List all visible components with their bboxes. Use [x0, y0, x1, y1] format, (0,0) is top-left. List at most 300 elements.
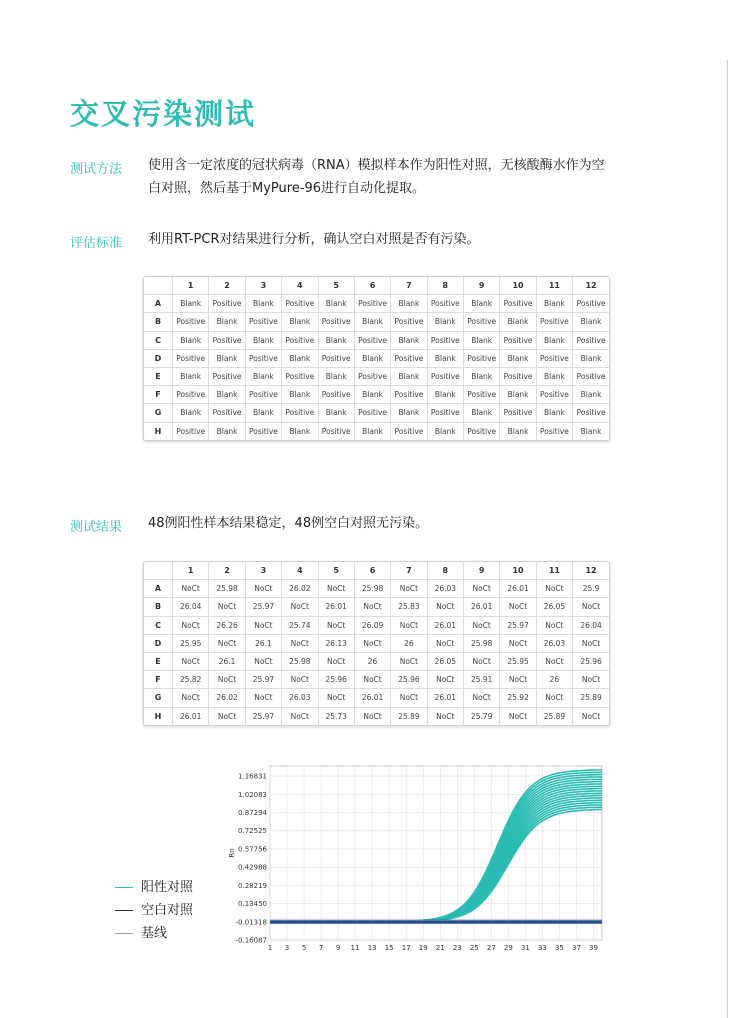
legend-label-positive: 阳性对照	[141, 880, 194, 895]
result-plate-row-header: E	[144, 652, 173, 670]
result-plate-row	[144, 580, 609, 598]
x-tick-label: 25	[469, 944, 479, 952]
layout-plate-cell: Positive	[500, 367, 536, 385]
layout-plate-row	[144, 422, 609, 440]
layout-plate-cell: Positive	[573, 367, 609, 385]
layout-plate-corner-cell	[144, 277, 173, 295]
result-plate-cell: NoCt	[464, 689, 500, 707]
result-plate-row	[144, 616, 609, 634]
layout-plate-row	[144, 386, 609, 404]
result-plate-cell: 25.9	[573, 580, 609, 598]
result-plate-cell: NoCt	[209, 634, 245, 652]
layout-plate-col-header: 6	[354, 277, 390, 295]
x-tick-label: 13	[367, 944, 377, 952]
layout-plate-cell: Blank	[464, 404, 500, 422]
result-plate-cell: 26.01	[318, 598, 354, 616]
result-plate-row	[144, 671, 609, 689]
result-plate-cell: NoCt	[427, 707, 463, 725]
result-plate-row-header: F	[144, 671, 173, 689]
result-plate-cell: NoCt	[500, 671, 536, 689]
x-tick-label: 21	[435, 944, 445, 952]
result-plate-cell: 25.89	[536, 707, 572, 725]
layout-plate-cell: Positive	[245, 349, 281, 367]
layout-plate-cell: Positive	[500, 331, 536, 349]
layout-plate-row-header: C	[144, 331, 173, 349]
result-plate-cell: NoCt	[573, 598, 609, 616]
result-plate-cell: NoCt	[500, 634, 536, 652]
layout-plate-col-header: 3	[245, 277, 281, 295]
result-plate-cell: 26.05	[536, 598, 572, 616]
result-plate-cell: NoCt	[209, 671, 245, 689]
x-tick-label: 5	[301, 944, 307, 952]
x-tick-label: 1	[267, 944, 273, 952]
result-plate-cell: 25.89	[391, 707, 427, 725]
result-plate-cell: 26.01	[173, 707, 209, 725]
layout-plate-cell: Blank	[573, 386, 609, 404]
result-plate-row-header: A	[144, 580, 173, 598]
result-plate-cell: 26	[354, 652, 390, 670]
layout-plate-cell: Positive	[427, 295, 463, 313]
layout-plate-cell: Positive	[318, 313, 354, 331]
layout-plate-row-header: D	[144, 349, 173, 367]
result-plate-cell: 25.97	[500, 616, 536, 634]
layout-plate-cell: Positive	[209, 367, 245, 385]
layout-plate-cell: Blank	[209, 422, 245, 440]
layout-plate-cell: Blank	[173, 295, 209, 313]
result-plate-col-header: 2	[209, 562, 245, 580]
result-plate-row	[144, 689, 609, 707]
result-plate-col-header: 8	[427, 562, 463, 580]
layout-plate-row	[144, 404, 609, 422]
result-plate-cell: NoCt	[209, 598, 245, 616]
layout-plate-col-header: 5	[318, 277, 354, 295]
result-plate-cell: NoCt	[573, 671, 609, 689]
result-plate-table	[143, 561, 610, 726]
layout-plate-cell: Blank	[318, 404, 354, 422]
x-tick-label: 11	[350, 944, 360, 952]
result-plate-cell: NoCt	[427, 671, 463, 689]
result-plate-cell: NoCt	[245, 616, 281, 634]
y-tick-label: 1.16831	[238, 772, 267, 781]
layout-plate-cell: Blank	[536, 331, 572, 349]
page-edge-line	[727, 60, 728, 1018]
result-plate-col-header: 6	[354, 562, 390, 580]
result-plate-row-header: G	[144, 689, 173, 707]
x-tick-label: 35	[554, 944, 564, 952]
result-plate-cell: NoCt	[464, 580, 500, 598]
layout-plate-cell: Blank	[464, 331, 500, 349]
result-plate-cell: 26.1	[209, 652, 245, 670]
y-tick-label: 1.02083	[238, 790, 267, 799]
result-plate-col-header: 5	[318, 562, 354, 580]
layout-plate-row	[144, 367, 609, 385]
layout-plate-cell: Blank	[318, 331, 354, 349]
layout-plate-cell: Blank	[391, 404, 427, 422]
layout-plate-cell: Positive	[391, 386, 427, 404]
layout-plate-cell: Blank	[282, 422, 318, 440]
result-plate-cell: NoCt	[500, 598, 536, 616]
layout-plate-cell: Positive	[464, 422, 500, 440]
result-plate-cell: 25.79	[464, 707, 500, 725]
result-plate-cell: NoCt	[573, 634, 609, 652]
result-plate-cell: 26.05	[427, 652, 463, 670]
y-tick-label: 0.57756	[238, 845, 267, 854]
layout-plate-cell: Blank	[573, 313, 609, 331]
layout-plate-row-header: B	[144, 313, 173, 331]
result-label: 测试结果	[70, 520, 123, 535]
result-plate-col-header: 4	[282, 562, 318, 580]
layout-plate-cell: Blank	[209, 313, 245, 331]
layout-plate-cell: Blank	[245, 404, 281, 422]
layout-plate-cell: Blank	[573, 349, 609, 367]
result-plate-row	[144, 652, 609, 670]
layout-plate-cell: Positive	[354, 295, 390, 313]
layout-plate-cell: Blank	[500, 313, 536, 331]
layout-plate-cell: Blank	[500, 349, 536, 367]
layout-plate-cell: Blank	[282, 386, 318, 404]
y-tick-label: -0.16087	[235, 936, 267, 945]
result-plate-cell: NoCt	[354, 707, 390, 725]
x-tick-label: 7	[318, 944, 324, 952]
result-plate-cell: 25.97	[245, 707, 281, 725]
method-text	[148, 154, 668, 200]
result-plate-row-header: C	[144, 616, 173, 634]
result-plate-cell: 26.02	[209, 689, 245, 707]
layout-plate-cell: Blank	[354, 349, 390, 367]
result-plate-cell: 26	[391, 634, 427, 652]
result-plate-cell: NoCt	[318, 689, 354, 707]
result-plate-cell: NoCt	[391, 580, 427, 598]
layout-plate-cell: Positive	[245, 422, 281, 440]
result-plate-cell: NoCt	[318, 652, 354, 670]
result-plate-cell: 25.98	[209, 580, 245, 598]
layout-plate-row	[144, 349, 609, 367]
layout-plate-row-header: F	[144, 386, 173, 404]
layout-plate-cell: Positive	[427, 331, 463, 349]
legend-item-positive	[115, 876, 193, 895]
layout-plate-cell: Positive	[536, 349, 572, 367]
result-plate-cell: NoCt	[318, 616, 354, 634]
criteria-text: 利用RT-PCR对结果进行分析，确认空白对照是否有污染。	[148, 232, 480, 247]
legend-label-baseline: 基线	[141, 926, 168, 941]
x-tick-label: 9	[335, 944, 341, 952]
result-plate-cell: NoCt	[354, 598, 390, 616]
layout-plate-col-header: 10	[500, 277, 536, 295]
layout-plate-cell: Positive	[464, 349, 500, 367]
layout-plate-cell: Positive	[391, 349, 427, 367]
layout-plate-cell: Positive	[245, 386, 281, 404]
result-plate-header-row	[144, 562, 609, 580]
layout-plate-cell: Positive	[391, 422, 427, 440]
result-plate-col-header: 12	[573, 562, 609, 580]
method-text-line1: 使用含一定浓度的冠状病毒（RNA）模拟样本作为阳性对照，无核酸酶水作为空	[148, 158, 605, 173]
result-plate-cell: NoCt	[209, 707, 245, 725]
result-plate-cell: 26.01	[427, 689, 463, 707]
layout-plate-cell: Positive	[354, 404, 390, 422]
layout-plate-cell: Positive	[500, 404, 536, 422]
x-tick-label: 33	[537, 944, 547, 952]
layout-plate-cell: Positive	[282, 331, 318, 349]
result-plate-cell: NoCt	[464, 616, 500, 634]
result-plate-col-header: 9	[464, 562, 500, 580]
x-tick-label: 37	[572, 944, 581, 952]
result-plate-cell: 26.26	[209, 616, 245, 634]
result-plate-cell: 26.02	[282, 580, 318, 598]
layout-plate-cell: Positive	[536, 313, 572, 331]
layout-plate-cell: Positive	[464, 313, 500, 331]
result-plate-cell: NoCt	[282, 634, 318, 652]
layout-plate-cell: Blank	[209, 349, 245, 367]
result-plate-cell: NoCt	[245, 689, 281, 707]
result-plate-cell: NoCt	[173, 689, 209, 707]
result-plate-cell: NoCt	[173, 616, 209, 634]
result-plate-row-header: D	[144, 634, 173, 652]
result-plate-cell: 26.04	[573, 616, 609, 634]
result-plate-cell: 26.1	[245, 634, 281, 652]
layout-plate-cell: Positive	[573, 331, 609, 349]
result-plate-col-header: 10	[500, 562, 536, 580]
layout-plate-cell: Blank	[464, 367, 500, 385]
legend-line-blank	[115, 910, 133, 911]
result-plate-cell: 25.98	[282, 652, 318, 670]
layout-plate-cell: Blank	[173, 331, 209, 349]
layout-plate-cell: Positive	[318, 349, 354, 367]
layout-plate-cell: Blank	[500, 422, 536, 440]
method-text-line2: 白对照，然后基于MyPure-96进行自动化提取。	[148, 181, 426, 196]
result-plate-cell: NoCt	[427, 634, 463, 652]
result-plate-cell: 25.83	[391, 598, 427, 616]
y-tick-label: 0.42988	[238, 863, 267, 872]
layout-plate-cell: Positive	[318, 386, 354, 404]
result-plate-cell: 25.96	[318, 671, 354, 689]
layout-plate-col-header: 12	[573, 277, 609, 295]
result-plate-cell: 26	[536, 671, 572, 689]
result-plate-cell: NoCt	[391, 616, 427, 634]
layout-plate-cell: Positive	[536, 386, 572, 404]
result-plate-row	[144, 634, 609, 652]
layout-plate-cell: Positive	[427, 367, 463, 385]
y-axis-label: Rn	[228, 848, 236, 858]
layout-plate-cell: Blank	[209, 386, 245, 404]
layout-plate-header-row	[144, 277, 609, 295]
layout-plate-cell: Blank	[536, 295, 572, 313]
result-plate-cell: NoCt	[573, 707, 609, 725]
result-plate-corner-cell	[144, 562, 173, 580]
layout-plate-cell: Positive	[354, 367, 390, 385]
result-plate-cell: NoCt	[391, 689, 427, 707]
layout-plate-row-header: A	[144, 295, 173, 313]
method-label: 测试方法	[70, 162, 123, 177]
layout-plate-cell: Positive	[173, 386, 209, 404]
layout-plate-col-header: 4	[282, 277, 318, 295]
y-tick-label: 0.13450	[238, 900, 267, 909]
layout-plate-cell: Blank	[354, 313, 390, 331]
result-plate-cell: 26.13	[318, 634, 354, 652]
result-plate-cell: 26.01	[464, 598, 500, 616]
layout-plate-row-header: E	[144, 367, 173, 385]
layout-plate-row	[144, 331, 609, 349]
result-plate-cell: 25.97	[245, 598, 281, 616]
layout-plate-cell: Positive	[427, 404, 463, 422]
layout-plate-cell: Positive	[282, 404, 318, 422]
layout-plate-cell: Blank	[173, 367, 209, 385]
layout-plate-cell: Positive	[173, 313, 209, 331]
y-tick-label: 0.28219	[238, 881, 267, 890]
result-plate-cell: 25.73	[318, 707, 354, 725]
layout-plate-cell: Positive	[282, 295, 318, 313]
layout-plate-cell: Blank	[536, 367, 572, 385]
result-plate-cell: 26.09	[354, 616, 390, 634]
criteria-label: 评估标准	[70, 236, 123, 251]
legend-item-blank	[115, 899, 193, 918]
legend-line-positive	[115, 887, 133, 888]
layout-plate-cell: Positive	[391, 313, 427, 331]
result-plate-cell: 25.97	[245, 671, 281, 689]
result-plate-cell: NoCt	[245, 652, 281, 670]
result-plate-cell: 25.92	[500, 689, 536, 707]
layout-plate-cell: Blank	[318, 295, 354, 313]
result-plate-cell: NoCt	[245, 580, 281, 598]
result-plate-cell: NoCt	[173, 580, 209, 598]
layout-plate-row-header: G	[144, 404, 173, 422]
result-plate-cell: NoCt	[282, 598, 318, 616]
layout-plate-col-header: 11	[536, 277, 572, 295]
layout-plate-cell: Blank	[391, 367, 427, 385]
x-tick-label: 17	[401, 944, 411, 952]
layout-plate-cell: Blank	[427, 313, 463, 331]
x-tick-label: 31	[520, 944, 530, 952]
x-tick-label: 3	[284, 944, 290, 952]
result-plate-cell: 26.01	[354, 689, 390, 707]
layout-plate-cell: Positive	[464, 386, 500, 404]
result-plate-cell: 26.04	[173, 598, 209, 616]
result-plate-cell: NoCt	[318, 580, 354, 598]
result-plate-cell: NoCt	[536, 580, 572, 598]
layout-plate-row	[144, 295, 609, 313]
legend-item-baseline	[115, 922, 167, 941]
x-tick-label: 27	[486, 944, 496, 952]
layout-plate-cell: Positive	[245, 313, 281, 331]
amplification-chart	[228, 758, 608, 956]
result-plate-col-header: 7	[391, 562, 427, 580]
layout-plate-cell: Positive	[173, 349, 209, 367]
result-plate-cell: NoCt	[536, 652, 572, 670]
layout-plate-cell: Blank	[500, 386, 536, 404]
x-tick-label: 23	[452, 944, 462, 952]
result-plate-cell: NoCt	[536, 689, 572, 707]
layout-plate-cell: Positive	[209, 331, 245, 349]
layout-plate-cell: Positive	[354, 331, 390, 349]
result-plate-cell: 25.96	[391, 671, 427, 689]
layout-plate-cell: Blank	[536, 404, 572, 422]
result-plate-cell: 25.98	[354, 580, 390, 598]
result-plate-cell: NoCt	[427, 598, 463, 616]
result-text: 48例阳性样本结果稳定，48例空白对照无污染。	[148, 516, 429, 531]
result-plate-cell: NoCt	[282, 671, 318, 689]
result-plate-cell: 26.03	[282, 689, 318, 707]
layout-plate-cell: Blank	[354, 422, 390, 440]
result-plate-cell: 25.91	[464, 671, 500, 689]
amplification-chart-svg	[228, 758, 608, 956]
layout-plate-cell: Positive	[173, 422, 209, 440]
x-tick-label: 19	[418, 944, 428, 952]
y-tick-label: 0.87294	[238, 809, 267, 818]
layout-plate-cell: Positive	[500, 295, 536, 313]
result-plate-row	[144, 707, 609, 725]
result-plate-cell: NoCt	[500, 707, 536, 725]
layout-plate-cell: Blank	[427, 386, 463, 404]
result-plate-cell: 25.98	[464, 634, 500, 652]
layout-plate-cell: Positive	[209, 295, 245, 313]
result-plate-cell: NoCt	[354, 671, 390, 689]
result-plate-cell: 26.01	[427, 616, 463, 634]
result-plate-cell: 26.03	[427, 580, 463, 598]
layout-plate-col-header: 9	[464, 277, 500, 295]
result-plate-cell: NoCt	[173, 652, 209, 670]
layout-plate-cell: Positive	[318, 422, 354, 440]
legend-label-blank: 空白对照	[141, 903, 194, 918]
result-plate-col-header: 11	[536, 562, 572, 580]
layout-plate-col-header: 2	[209, 277, 245, 295]
x-tick-label: 29	[503, 944, 513, 952]
layout-plate-cell: Blank	[427, 422, 463, 440]
layout-plate-cell: Blank	[282, 349, 318, 367]
layout-plate-cell: Blank	[245, 367, 281, 385]
result-plate-cell: 25.95	[500, 652, 536, 670]
result-plate-cell: 26.01	[500, 580, 536, 598]
result-plate-cell: 25.95	[173, 634, 209, 652]
result-plate-cell: NoCt	[282, 707, 318, 725]
legend-line-baseline	[115, 933, 133, 934]
layout-plate-cell: Blank	[173, 404, 209, 422]
result-plate-cell: NoCt	[536, 616, 572, 634]
result-plate-cell: 25.74	[282, 616, 318, 634]
result-plate-cell: 25.96	[573, 652, 609, 670]
result-plate-row	[144, 598, 609, 616]
result-plate-row-header: B	[144, 598, 173, 616]
layout-plate-cell: Blank	[464, 295, 500, 313]
layout-plate-col-header: 7	[391, 277, 427, 295]
result-plate-cell: 25.89	[573, 689, 609, 707]
page-title: 交叉污染测试	[70, 97, 257, 131]
layout-plate-cell: Blank	[391, 331, 427, 349]
layout-plate-cell: Positive	[573, 295, 609, 313]
result-plate-cell: 26.03	[536, 634, 572, 652]
layout-plate-cell: Blank	[245, 331, 281, 349]
layout-plate-col-header: 1	[173, 277, 209, 295]
result-plate-cell: 25.82	[173, 671, 209, 689]
result-plate-cell: NoCt	[391, 652, 427, 670]
layout-plate-cell: Blank	[318, 367, 354, 385]
result-plate-row-header: H	[144, 707, 173, 725]
layout-plate-col-header: 8	[427, 277, 463, 295]
layout-plate-cell: Positive	[209, 404, 245, 422]
layout-plate-cell: Blank	[573, 422, 609, 440]
y-tick-label: 0.72525	[238, 827, 267, 836]
layout-plate-cell: Blank	[354, 386, 390, 404]
layout-plate-cell: Positive	[573, 404, 609, 422]
layout-plate-cell: Blank	[245, 295, 281, 313]
layout-plate-cell: Positive	[536, 422, 572, 440]
layout-plate-table	[143, 276, 610, 441]
layout-plate-row	[144, 313, 609, 331]
result-plate-cell: NoCt	[464, 652, 500, 670]
x-tick-label: 39	[589, 944, 598, 952]
layout-plate-cell: Blank	[282, 313, 318, 331]
layout-plate-cell: Blank	[427, 349, 463, 367]
layout-plate-cell: Positive	[282, 367, 318, 385]
result-plate-col-header: 3	[245, 562, 281, 580]
